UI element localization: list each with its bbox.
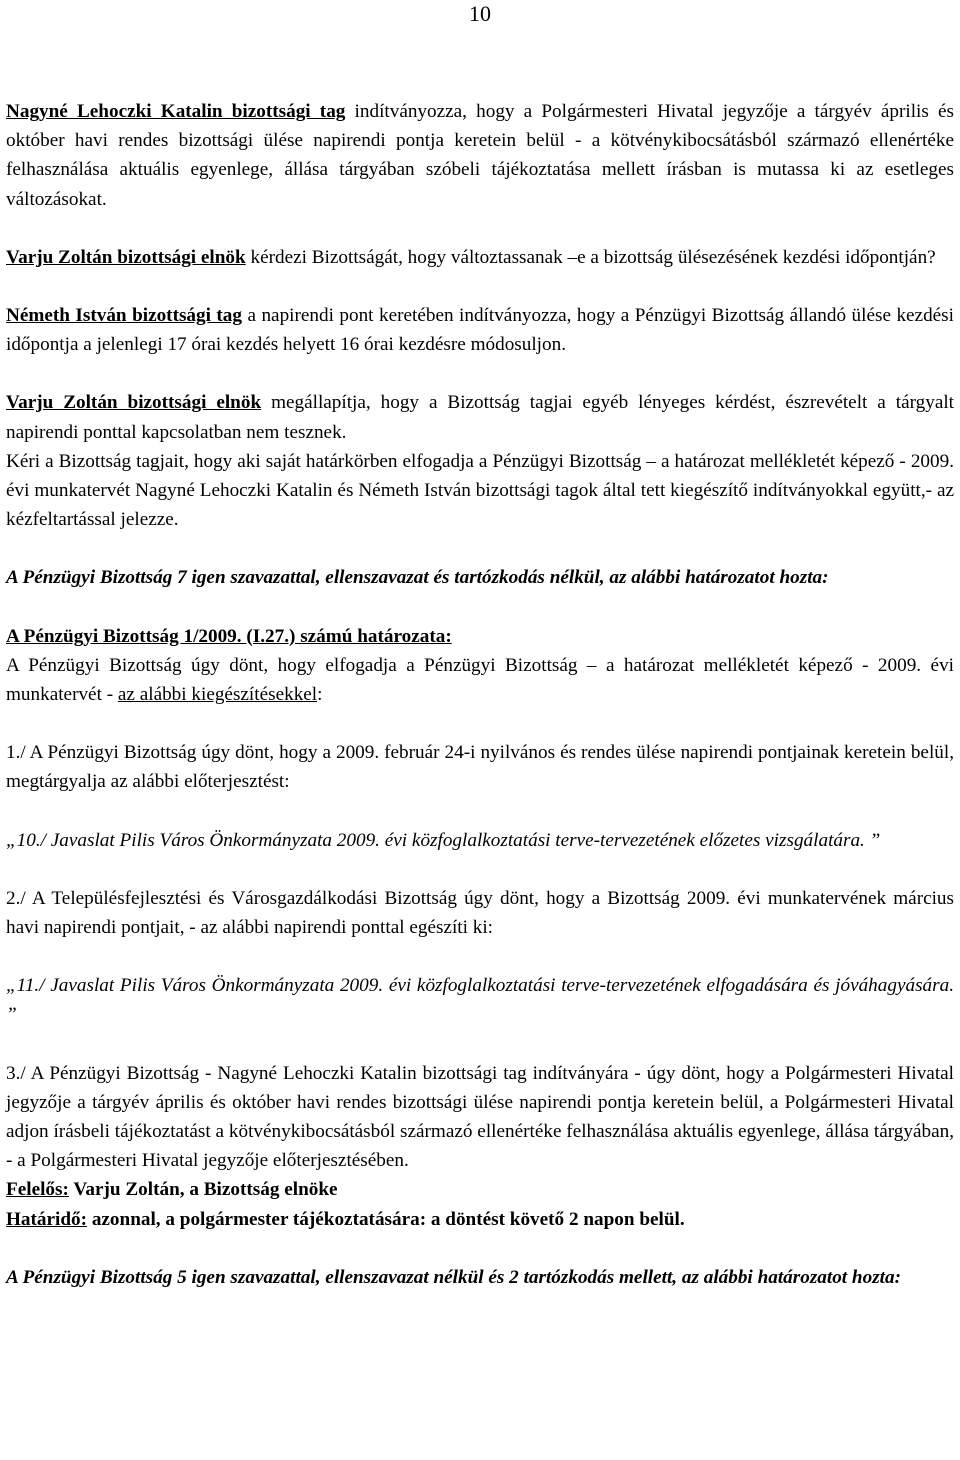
deadline-label: Határidő: [6, 1208, 88, 1230]
paragraph-text: kérdezi Bizottságát, hogy változtassanak –e a bizottság ülésezésének kezdési időpontján? [245, 246, 936, 268]
page-number: 10 [469, 1, 491, 26]
resolution-item-3: 3./ A Pénzügyi Bizottság - Nagyné Lehoczki Katalin bizottsági tag indítványára - úgy dönt, hogy a Polgármesteri Hivatal jegyzője a tárgyév április és október havi rendes bizottsági ülése napirendi pontja keretein belül, a Polgármesteri Hivatal adjon írásbeli tájékoztatást a kötvénykibocsátásból származó ellenértéke felhasználása aktuális egyenlege, állása tárgyában, - a Polgármesteri Hivatal jegyzője előterjesztésében. [6, 1062, 954, 1172]
resolution-link-text: az alábbi kiegészítésekkel [117, 684, 318, 706]
responsible-value: Varju Zoltán, a Bizottság elnöke [68, 1179, 338, 1201]
agenda-quote-11: „11./ Javaslat Pilis Város Önkormányzata 2009. évi közfoglalkoztatási terve-tervezetének elfogadására és jóváhagyására. ” [6, 975, 954, 1026]
deadline-line [6, 1205, 954, 1234]
speaker-name: Nagyné Lehoczki Katalin bizottsági tag [6, 101, 346, 122]
speaker-name: Németh István bizottsági tag [6, 305, 242, 327]
agenda-quote-10: „10./ Javaslat Pilis Város Önkormányzata 2009. évi közfoglalkoztatási terve-tervezetének előzetes vizsgálatára. ” [6, 829, 881, 851]
speaker-name: Varju Zoltán bizottsági elnök [6, 246, 246, 268]
paragraph-nemeth-motion [6, 301, 954, 359]
paragraph-varju-statement [6, 388, 954, 446]
document-body [6, 97, 954, 1292]
resolution-item-1: 1./ A Pénzügyi Bizottság úgy dönt, hogy a 2009. február 24-i nyilvános és rendes ülése napirendi pontjainak keretein belül, megtárgyalja az alábbi előterjesztést: [6, 742, 954, 793]
deadline-value: azonnal, a polgármester tájékoztatására: a döntést követő 2 napon belül. [87, 1208, 685, 1230]
paragraph-varju-question [6, 243, 954, 272]
resolution-item-2: 2./ A Településfejlesztési és Városgazdálkodási Bizottság úgy dönt, hogy a Bizottság 2009. évi munkatervének március havi napirendi pontjait, - az alábbi napirendi ponttal egészíti ki: [6, 887, 954, 939]
paragraph-varju-request: Kéri a Bizottság tagjait, hogy aki saját határkörben elfogadja a Pénzügyi Bizottság – a határozat mellékletét képező - 2009. évi munkatervét Nagyné Lehoczki Katalin és Németh István bizottsági tagok által tett kiegészítő indítványokkal együtt,- az kézfeltartással jelezze. [6, 450, 954, 531]
speaker-name: Varju Zoltán bizottsági elnök [6, 392, 262, 414]
paragraph-text: a napirendi pont keretében indítványozza, hogy a Pénzügyi Bizottság állandó ülése kezdési időpontja a jelenlegi 17 órai kezdés helyett 16 órai kezdésre módosuljon. [6, 305, 954, 356]
responsible-label: Felelős: [6, 1179, 69, 1201]
paragraph-text: indítványozza, hogy a Polgármesteri Hivatal jegyzője a tárgyév április és október havi rendes bizottsági ülése napirendi pontja keretein belül - a kötvénykibocsátásból származó ellenértéke felhasználása aktuális egyenlege, állása tárgyában szóbeli tájékoztatása mellett írásban is mutassa ki az esetleges változásokat. [6, 101, 955, 210]
vote-result-1: A Pénzügyi Bizottság 7 igen szavazattal, ellenszavazat és tartózkodás nélkül, az alábbi határozatot hozta: [6, 567, 829, 589]
resolution-title: A Pénzügyi Bizottság 1/2009. (I.27.) számú határozata: [6, 625, 452, 647]
responsible-line [6, 1175, 954, 1204]
resolution-body: A Pénzügyi Bizottság úgy dönt, hogy elfogadja a Pénzügyi Bizottság – a határozat mellékletét képező - 2009. évi munkatervét - az alábbi kiegészítésekkel: [6, 654, 954, 706]
paragraph-lehoczki-motion [6, 97, 954, 214]
vote-result-2: A Pénzügyi Bizottság 5 igen szavazattal, ellenszavazat nélkül és 2 tartózkodás mellett, az alábbi határozatot hozta: [6, 1266, 901, 1288]
paragraph-text: megállapítja, hogy a Bizottság tagjai egyéb lényeges kérdést, észrevételt a tárgyalt napirendi ponttal kapcsolatban nem tesznek. [6, 392, 954, 443]
